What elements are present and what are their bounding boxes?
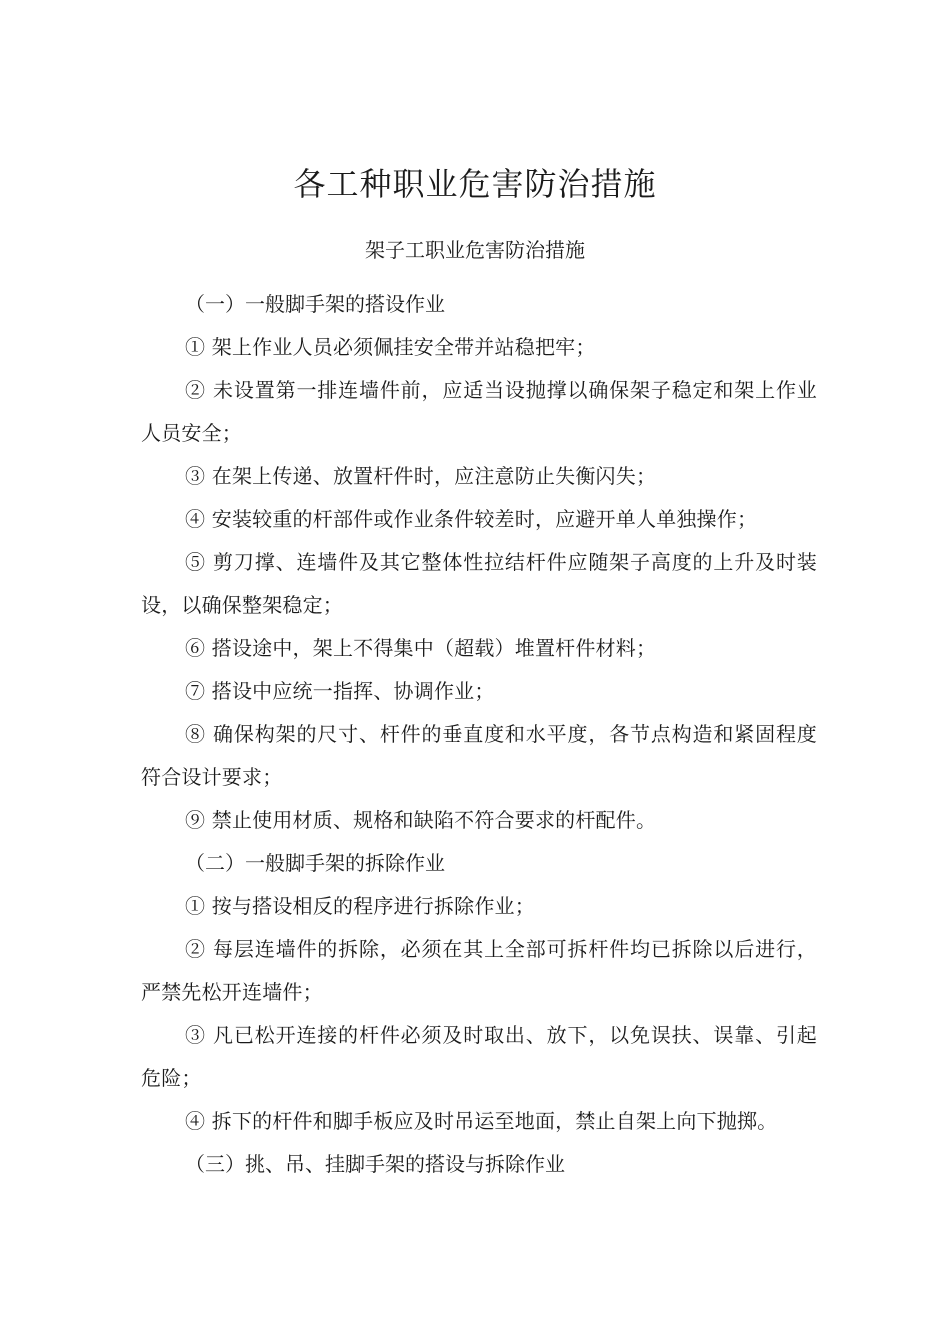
list-item: ⑨ 禁止使用材质、规格和缺陷不符合要求的杆配件。 bbox=[185, 808, 657, 832]
section-heading-2: （二）一般脚手架的拆除作业 bbox=[185, 851, 445, 875]
list-item: ⑦ 搭设中应统一指挥、协调作业； bbox=[185, 679, 495, 703]
document-subtitle: 架子工职业危害防治措施 bbox=[365, 238, 585, 262]
list-item: ② 每层连墙件的拆除，必须在其上全部可拆杆件均已拆除以后进行，严禁先松开连墙件； bbox=[141, 937, 817, 1004]
section-heading-1: （一）一般脚手架的搭设作业 bbox=[185, 292, 445, 316]
list-item: ③ 在架上传递、放置杆件时，应注意防止失衡闪失； bbox=[185, 464, 657, 488]
document-body bbox=[141, 283, 817, 1186]
list-item: ② 未设置第一排连墙件前，应适当设抛撑以确保架子稳定和架上作业人员安全； bbox=[141, 378, 817, 445]
section-heading-3: （三）挑、吊、挂脚手架的搭设与拆除作业 bbox=[185, 1152, 565, 1176]
document-title: 各工种职业危害防治措施 bbox=[293, 165, 657, 203]
list-item: ① 按与搭设相反的程序进行拆除作业； bbox=[185, 894, 535, 918]
list-item: ③ 凡已松开连接的杆件必须及时取出、放下，以免误扶、误靠、引起危险； bbox=[141, 1023, 817, 1090]
list-item: ⑥ 搭设途中，架上不得集中（超载）堆置杆件材料； bbox=[185, 636, 657, 660]
list-item: ⑧ 确保构架的尺寸、杆件的垂直度和水平度，各节点构造和紧固程度符合设计要求； bbox=[141, 722, 817, 789]
list-item: ⑤ 剪刀撑、连墙件及其它整体性拉结杆件应随架子高度的上升及时装设，以确保整架稳定； bbox=[141, 550, 817, 617]
list-item: ④ 拆下的杆件和脚手板应及时吊运至地面，禁止自架上向下抛掷。 bbox=[185, 1109, 778, 1133]
list-item: ④ 安装较重的杆部件或作业条件较差时，应避开单人单独操作； bbox=[185, 507, 758, 531]
list-item: ① 架上作业人员必须佩挂安全带并站稳把牢； bbox=[185, 335, 596, 359]
